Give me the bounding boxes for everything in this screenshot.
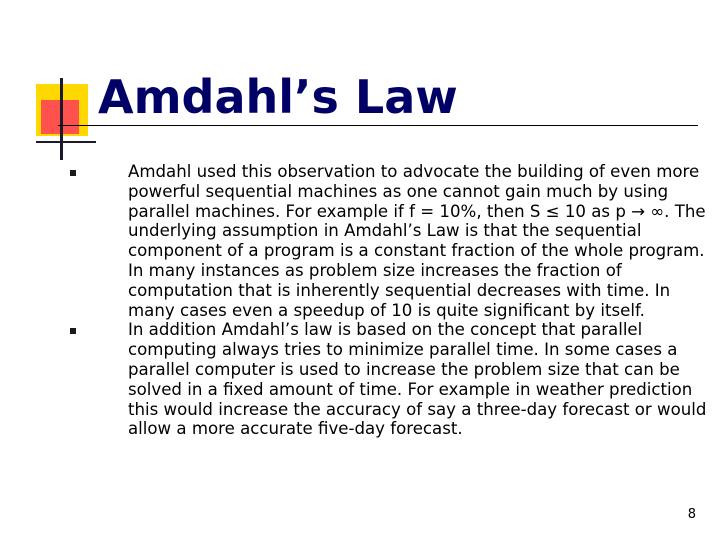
bullet-item xyxy=(70,162,710,320)
bullet-text: Amdahl used this observation to advocate the building of even more powerful sequential machines as one cannot gain much by using parallel machines. For example if f = 10%, then S ≤ 10 as p → ∞. The underlying assumption in Amdahl’s Law is that the sequential component of a program is a constant fraction of the whole program. In many instances as problem size increases the fraction of computation that is inherently sequential decreases with time. In many cases even a speedup of 10 is quite significant by itself. xyxy=(128,162,706,320)
page-number: 8 xyxy=(687,507,696,522)
square-bullet-icon xyxy=(70,328,76,334)
bullet-item xyxy=(70,320,710,439)
logo-horizontal-line xyxy=(36,141,96,143)
bullet-list xyxy=(70,162,710,439)
logo-vertical-line xyxy=(60,78,63,160)
bullet-text: In addition Amdahl’s law is based on the concept that parallel computing always tries to minimize parallel time. In some cases a parallel computer is used to increase the problem size that can be solved in a fixed amount of time. For example in weather prediction this would increase the accuracy of say a three-day forecast or would allow a more accurate five-day forecast. xyxy=(128,320,707,439)
square-bullet-icon xyxy=(70,170,76,176)
slide-title: Amdahl’s Law xyxy=(98,70,458,124)
